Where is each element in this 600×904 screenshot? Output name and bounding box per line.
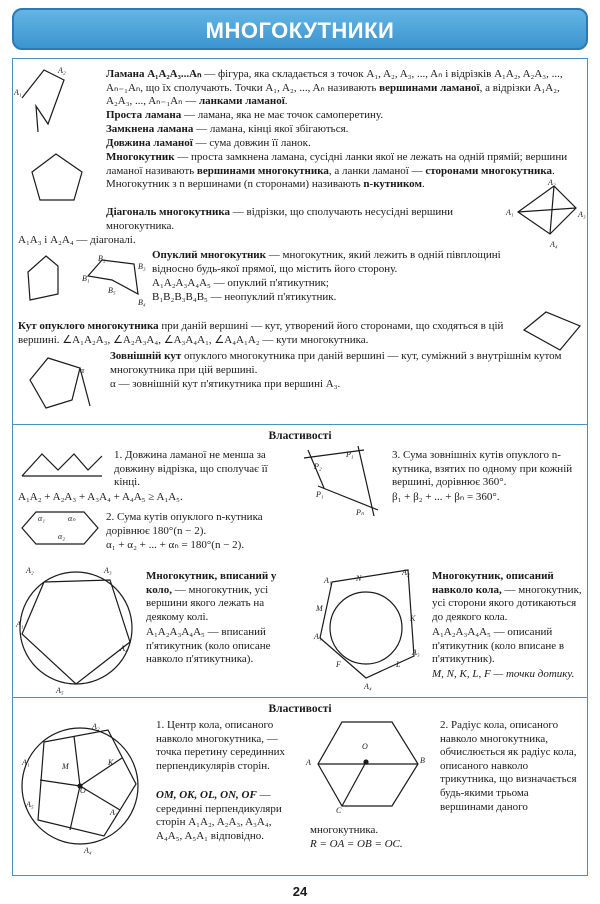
label-a3: A₃	[412, 648, 420, 657]
def-convex: Опуклий многокутник — многокутник, який лежить в одній півплощині відносно будь-якої прямої, що містить його сторону.	[152, 249, 501, 275]
property2-2-end: многокутника.	[310, 824, 379, 836]
label-o: O	[80, 786, 86, 795]
label-a5: A₅	[56, 686, 64, 695]
label-b1: B₁	[82, 274, 90, 283]
exterior-example: α — зовнішній кут п'ятикутника при вершині A₃.	[110, 378, 341, 390]
label-b3: B₃	[138, 262, 146, 271]
property-3: 3. Сума зовнішніх кутів опуклого n-кутника, взятих по одному при кожній вершині, дорівнює 360°.	[392, 449, 573, 489]
label-p1: P₁	[316, 490, 324, 499]
label-alphan: αₙ	[68, 514, 76, 523]
property2-2: 2. Радіус кола, описаного навколо многокутника, обчислюється як радіус кола, описаного навколо трикутника, що визначається будь-якими трьома вершинами даного	[440, 719, 577, 813]
label-a1: A₁	[16, 620, 24, 629]
label-a2: A₂	[58, 66, 66, 75]
section-divider	[13, 697, 587, 698]
label-a2: A₂	[92, 722, 100, 731]
label-l: L	[396, 660, 401, 669]
label-m: M	[62, 762, 69, 771]
label-a: A	[306, 758, 311, 767]
label-a5: A₅	[26, 800, 34, 809]
convex-pentagon-figure	[22, 252, 72, 304]
def-closed: Замкнена ламана — ламана, кінці якої збігаються.	[106, 123, 349, 135]
label-a1: A₁	[314, 632, 322, 641]
convex-example: A₁A₂A₃A₄A₅ — опуклий п'ятикутник;	[152, 277, 329, 289]
def-broken-line: Ламана A₁A₂A₃...Aₙ — фігура, яка складається з точок A₁, A₂, A₃, ..., Aₙ і відрізків A₁A₂, A₂A₃, ..., Aₙ₋₁Aₙ, що їх сполучають. Точки A₁, A₂, ..., Aₙ називають вершинами ламаної, а відрізки A₁A₂, A₂A₃, ..., Aₙ₋₁Aₙ — ланками ламаної.	[106, 68, 563, 108]
def-exterior: Зовнішній кут опуклого многокутника при даній вершині — кут, суміжний з внутрішнім кутом многокутника при цій вершині.	[110, 350, 562, 376]
label-pn: Pₙ	[356, 508, 365, 517]
label-a4: A₄	[120, 644, 128, 653]
def-diagonal: Діагональ многокутника — відрізки, що сполучають несусідні вершини многокутника.	[106, 206, 454, 232]
label-a3: A₃	[578, 210, 586, 219]
property-1: 1. Довжина ламаної не менша за довжину відрізка, що сполучає її кінці.	[114, 449, 268, 489]
label-n: N	[356, 574, 362, 583]
page-number: 24	[292, 884, 308, 899]
label-a3: A₃	[110, 808, 118, 817]
label-b: B	[420, 756, 425, 765]
property-1-formula: A₁A₂ + A₂A₃ + A₃A₄ + A₄A₅ ≥ A₁A₅.	[18, 491, 183, 503]
label-a1: A₁	[14, 88, 22, 97]
hexagon-angles-figure	[18, 508, 102, 548]
label-k: K	[410, 614, 416, 623]
label-a2: A₂	[548, 178, 556, 187]
label-a4: A₄	[84, 846, 92, 855]
hexagon-radius-figure	[314, 718, 424, 814]
angle-quad-figure	[520, 308, 584, 352]
label-a1: A₁	[324, 576, 332, 585]
label-a2: A₂	[26, 566, 34, 575]
label-a4: A₄	[364, 682, 372, 691]
tangent-points: M, N, K, L, F — точки дотику.	[432, 668, 575, 680]
section-heading-properties: Властивості	[268, 703, 332, 715]
label-b2: B₂	[98, 254, 106, 263]
def-polygon: Многокутник — проста замкнена ламана, сусідні ланки якої не лежать на одній прямій; вершини ламаної називають вершинами многокутника, а ланки ламаної — сторонами многокутника. Многокутник з n вершинами (n сторонами) називають n-кутником.	[106, 151, 568, 191]
property-3-formula: β₁ + β₂ + ... + βₙ = 360°.	[392, 491, 500, 503]
label-o: O	[362, 742, 368, 751]
label-a1: A₁	[506, 208, 514, 217]
nonconvex-example: B₁B₂B₃B₄B₅ — неопуклий п'ятикутник.	[152, 291, 337, 303]
label-a4: A₄	[550, 240, 558, 249]
title-banner	[12, 8, 588, 50]
exterior-angle-figure	[24, 350, 104, 416]
property2-1-detail: OM, OK, OL, ON, OF — серединні перпендикуляри сторін A₁A₂, A₂A₃, A₃A₄, A₄A₅, A₅A₁ відповідно.	[156, 789, 282, 842]
label-m: M	[316, 604, 323, 613]
diagonal-example: A₁A₃ і A₂A₄ — діагоналі.	[18, 234, 136, 246]
zigzag-broken-line-figure	[18, 448, 106, 484]
def-simple: Проста ламана — ламана, яка не має точок самоперетину.	[106, 109, 384, 121]
label-a1: A₁	[22, 758, 30, 767]
label-a3: A₃	[104, 566, 112, 575]
property-2: 2. Сума кутів опуклого n-кутника дорівнює 180°(n − 2).	[106, 511, 263, 537]
inscribed-example: A₁A₂A₃A₄A₅ — вписаний п'ятикутник (коло описане навколо п'ятикутника).	[146, 626, 271, 666]
exterior-angles-figure	[300, 444, 390, 520]
section-heading-properties: Властивості	[268, 430, 332, 442]
label-p2: P₂	[314, 462, 322, 471]
property2-2-formula: R = OA = OB = OC.	[310, 838, 403, 850]
inscribed-def: Многокутник, вписаний у коло, — многокутник, усі вершини якого лежать на деякому колі.	[146, 570, 277, 623]
broken-line-figure	[18, 66, 98, 146]
circumscribed-def: Многокутник, описаний навколо кола, — многокутник, усі сторони якого дотикаються до деякого кола.	[432, 570, 582, 623]
label-alpha: α	[80, 366, 85, 375]
inscribed-pentagon-figure	[14, 566, 140, 688]
label-alpha1: α₁	[38, 514, 45, 523]
property2-1: 1. Центр кола, описаного навколо многокутника, — точка перетину серединних перпендикулярів сторін.	[156, 719, 285, 772]
def-length: Довжина ламаної — сума довжин її ланок.	[106, 137, 311, 149]
label-b4: B₄	[138, 298, 146, 307]
label-f: F	[336, 660, 341, 669]
circumscribed-example: A₁A₂A₃A₄A₅ — описаний п'ятикутник (коло вписане в п'ятикутник).	[432, 626, 565, 666]
label-b5: B₅	[108, 286, 116, 295]
property-2-formula: α₁ + α₂ + ... + αₙ = 180°(n − 2).	[106, 539, 245, 551]
label-a2: A₂	[402, 568, 410, 577]
label-k: K	[108, 758, 114, 767]
section-divider	[13, 424, 587, 425]
label-alpha2: α₂	[58, 532, 65, 541]
diagonals-figure	[514, 182, 584, 240]
page-title: МНОГОКУТНИКИ	[205, 18, 395, 43]
def-angle: Кут опуклого многокутника при даній вершині — кут, утворений його сторонами, що сходяться в цій вершині. ∠A₁A₂A₃, ∠A₂A₃A₄, ∠A₃A₄A₁, ∠A₄A₁A₂ — кути многокутника.	[18, 320, 504, 346]
label-p1: P₁	[346, 450, 354, 459]
pentagon-figure	[28, 150, 88, 210]
label-c: C	[336, 806, 342, 815]
